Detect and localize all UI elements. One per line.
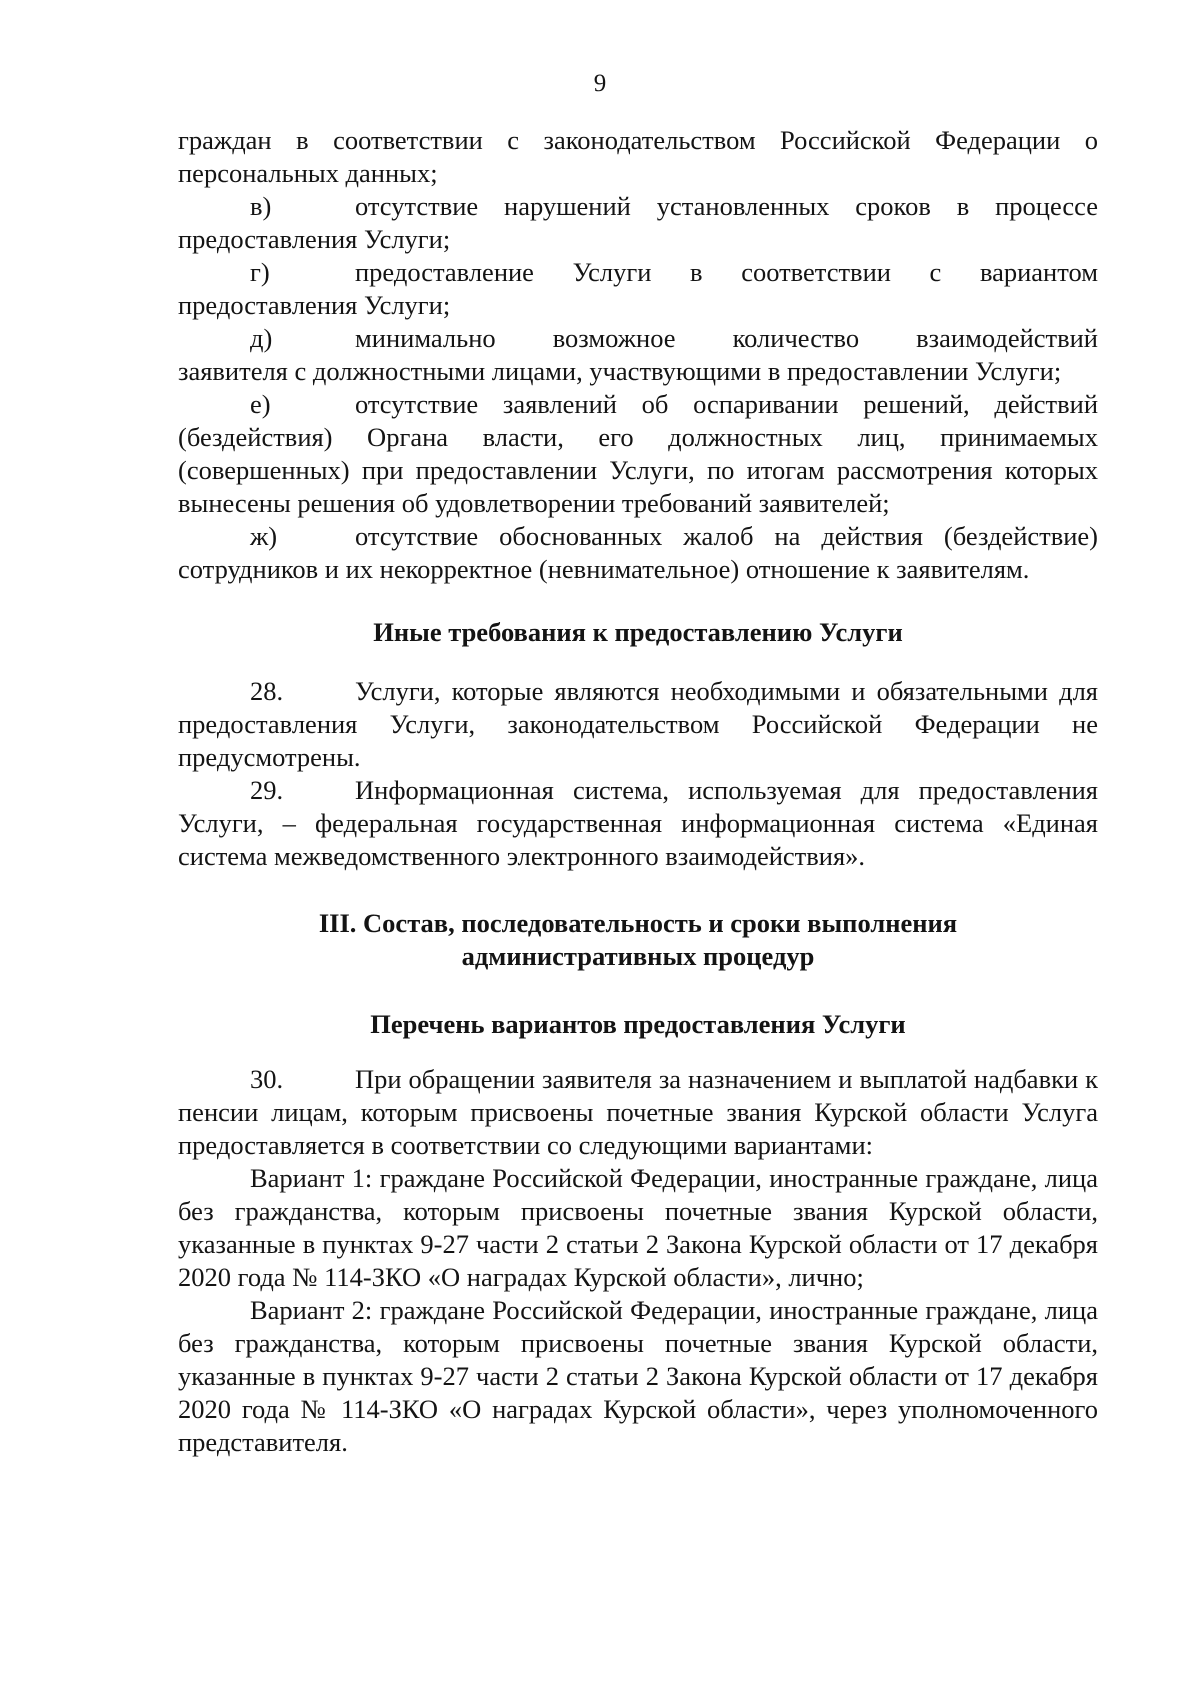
criteria-list (178, 190, 1098, 586)
variant-text: граждане Российской Федерации, иностранные граждане, лица без гражданства, которым присвоены почетные звания Курской области, указанные в пунктах 9-27 части 2 статьи 2 Закона Курской области от 17 декабря 2020 года № 114-ЗКО «О наградах Курской области», лично; (178, 1163, 1098, 1292)
criterion-g-rest: предоставления Услуги; (178, 290, 451, 320)
criterion-first-text: отсутствие заявлений об оспаривании решений, действий (355, 389, 1098, 419)
paragraph-29 (178, 774, 1098, 873)
criterion-zh-first-line (178, 520, 1098, 553)
criterion-v-rest: предоставления Услуги; (178, 224, 451, 254)
variant-label: Вариант 1: (250, 1163, 373, 1193)
criterion-e-rest: (бездействия) Органа власти, его должностных лиц, принимаемых (совершенных) при предоставлении Услуги, по итогам рассмотрения которых вынесены решения об удовлетворении требований заявителей; (178, 422, 1098, 518)
criterion-marker: е) (250, 389, 271, 419)
paragraph-text: Услуги, которые являются необходимыми и обязательными для предоставления Услуги, законодательством Российской Федерации не предусмотрены. (178, 676, 1098, 772)
criterion-marker: г) (250, 257, 270, 287)
criterion-first-text: отсутствие нарушений установленных сроков в процессе (355, 191, 1098, 221)
paragraph-number: 29. (250, 775, 284, 805)
top-paragraph-line-2: персональных данных; (178, 158, 438, 188)
criterion-first-text: отсутствие обоснованных жалоб на действия (бездействие) (355, 521, 1098, 551)
variant-1 (178, 1162, 1098, 1294)
heading-variants-list: Перечень вариантов предоставления Услуги (370, 1009, 906, 1039)
variant-text: граждане Российской Федерации, иностранные граждане, лица без гражданства, которым присвоены почетные звания Курской области, указанные в пунктах 9-27 части 2 статьи 2 Закона Курской области от 17 декабря 2020 года № 114-ЗКО «О наградах Курской области», через уполномоченного представителя. (178, 1295, 1098, 1457)
criterion-e-first-line (178, 388, 1098, 421)
criterion-marker: в) (250, 191, 272, 221)
paragraph-number: 30. (250, 1064, 284, 1094)
paragraph-30 (178, 1063, 1098, 1162)
top-paragraph-line-1: граждан в соответствии с законодательством Российской Федерации о (178, 125, 1098, 155)
paragraph-text: При обращении заявителя за назначением и выплатой надбавки к пенсии лицам, которым присвоены почетные звания Курской области Услуга предоставляется в соответствии со следующими вариантами: (178, 1064, 1098, 1160)
criterion-zh-rest: сотрудников и их некорректное (невнимательное) отношение к заявителям. (178, 554, 1030, 584)
criterion-d-first-line (178, 322, 1098, 355)
variant-label: Вариант 2: (250, 1295, 373, 1325)
paragraph-28 (178, 675, 1098, 774)
criterion-v-first-line (178, 190, 1098, 223)
criterion-marker: ж) (250, 521, 278, 551)
criterion-first-text: предоставление Услуги в соответствии с вариантом (355, 257, 1098, 287)
criterion-first-text: минимально возможное количество взаимодействий (355, 323, 1098, 353)
criterion-d-rest: заявителя с должностными лицами, участвующими в предоставлении Услуги; (178, 356, 1062, 386)
section-3-heading-line-2: административных процедур (461, 941, 815, 971)
heading-other-requirements: Иные требования к предоставлению Услуги (373, 617, 903, 647)
section-3-heading (178, 907, 1098, 973)
paragraph-text: Информационная система, используемая для предоставления Услуги, – федеральная государственная информационная система «Единая система межведомственного электронного взаимодействия». (178, 775, 1098, 871)
page-number: 9 (593, 70, 607, 97)
criterion-marker: д) (250, 323, 273, 353)
section-3-heading-line-1: III. Состав, последовательность и сроки выполнения (318, 908, 958, 938)
paragraph-number: 28. (250, 676, 284, 706)
document-body (178, 124, 1098, 1459)
variant-2 (178, 1294, 1098, 1459)
criterion-g-first-line (178, 256, 1098, 289)
